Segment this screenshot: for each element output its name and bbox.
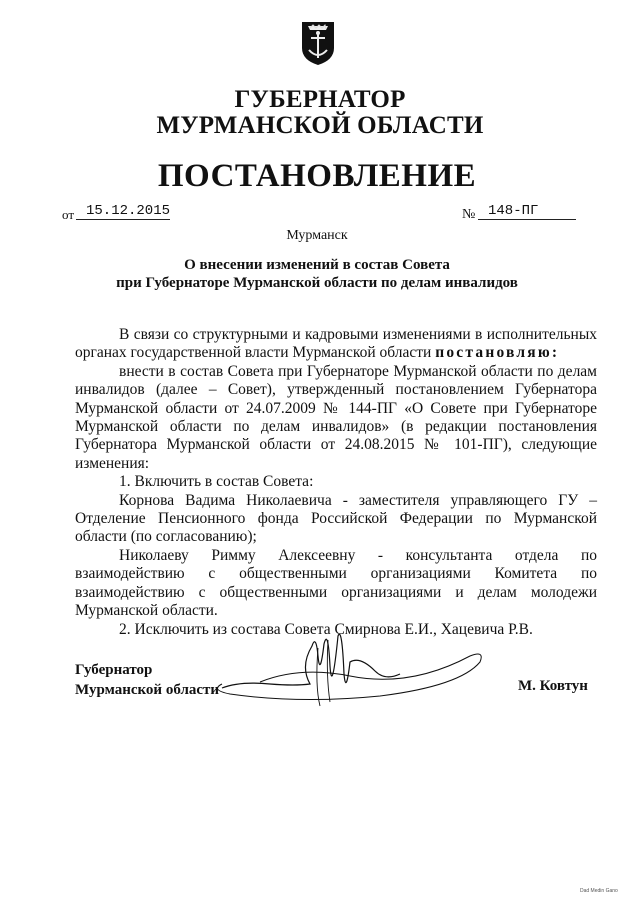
signatory-title <box>75 660 219 700</box>
paragraph-item-1: 1. Включить в состав Совета: <box>119 473 314 491</box>
paragraph-intro <box>75 326 597 363</box>
signatory-title-line1: Губернатор <box>75 662 153 678</box>
paragraph-changes: внести в состав Совета при Губернаторе Мурманской области по делам инвалидов (далее – Совет), утвержденный постановлением Губернатора Мурманской области от 24.07.2009 № 144-ПГ «О Совете при Губернаторе Мурманской области по делам инвалидов» (в редакции постановления Губернатора Мурманской области от 24.08.2015 № 101-ПГ), следующие изменения: <box>75 362 597 472</box>
footer-mark: Dad Medin Gano <box>580 888 618 894</box>
issuer-title-line1: ГУБЕРНАТОР <box>234 86 406 113</box>
signatory-name: М. Ковтун <box>518 678 588 694</box>
document-body <box>75 326 597 639</box>
decree-keyword: постановляю: <box>435 344 560 362</box>
issuer-title-line2: МУРМАНСКОЙ ОБЛАСТИ <box>156 112 484 139</box>
intro-text: В связи со структурными и кадровыми изменениями в исполнительных органах государственной власти Мурманской области <box>75 326 597 362</box>
paragraph-member-2: Николаеву Римму Алексеевну - консультанта отдела по взаимодействию с общественными организациями Комитета по взаимодействию с общественными организациями и делам молодежи Мурманской области. <box>75 546 597 620</box>
document-type-title: ПОСТАНОВЛЕНИЕ <box>157 158 477 194</box>
subject-line1: О внесении изменений в состав Совета <box>184 257 450 273</box>
subject-line2: при Губернаторе Мурманской области по делам инвалидов <box>116 275 518 291</box>
coat-of-arms-icon <box>300 20 336 66</box>
paragraph-item-2: 2. Исключить из состава Совета Смирнова Е.И., Хацевича Р.В. <box>119 620 533 638</box>
city-name: Мурманск <box>286 228 348 243</box>
date-label: от <box>62 207 75 222</box>
signatory-title-line2: Мурманской области <box>75 682 220 698</box>
paragraph-member-1: Корнова Вадима Николаевича - заместителя управляющего ГУ – Отделение Пенсионного фонда Российской Федерации по Мурманской области (по согласованию); <box>75 491 597 546</box>
document-date: 15.12.2015 <box>76 203 170 220</box>
handwritten-signature <box>200 626 500 736</box>
number-label: № <box>462 207 476 222</box>
document-number: 148-ПГ <box>478 203 576 220</box>
